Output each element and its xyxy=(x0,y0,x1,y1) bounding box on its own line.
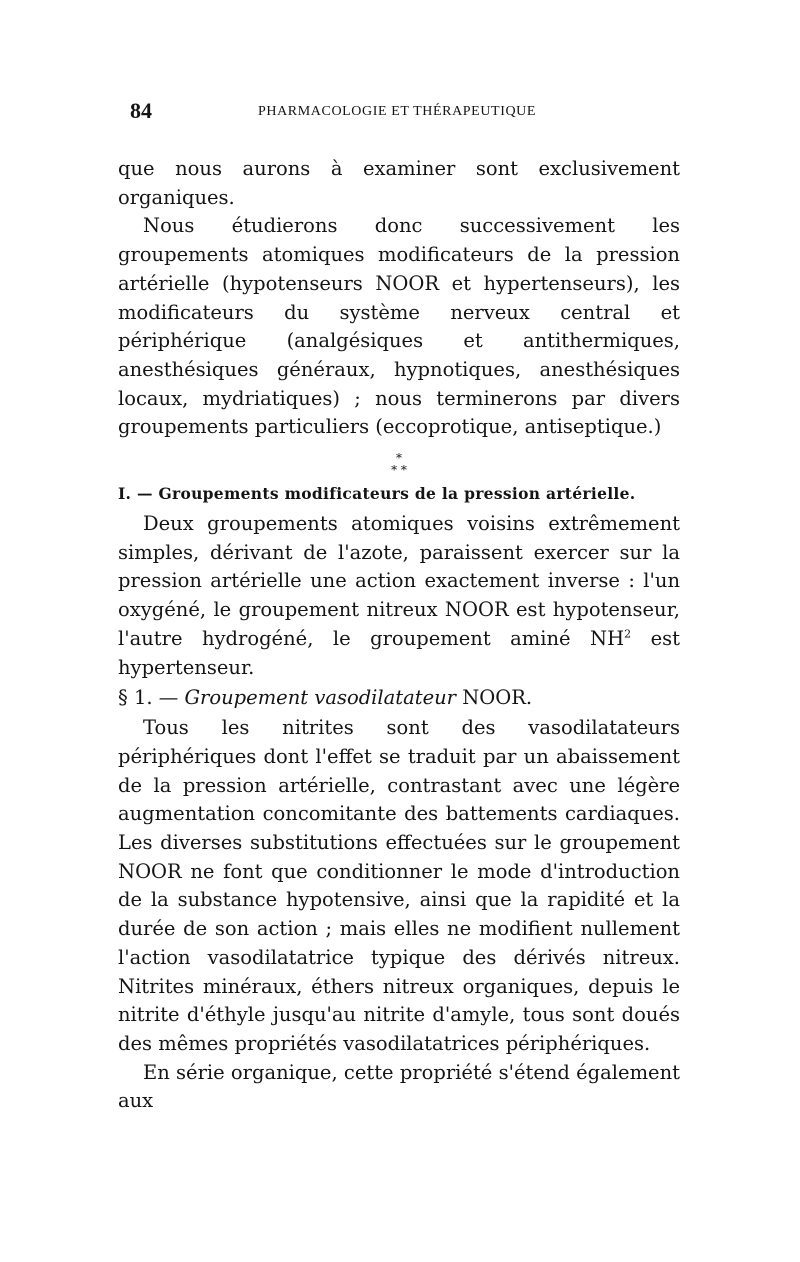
paragraph-plan: Nous étudierons donc successivement les groupements atomiques modificateurs de la pression artérielle (hypotenseurs NOOR et hypertenseurs), les modificateurs du système nerveux central et périphérique (analgésiques et antithermiques, anesthésiques généraux, hypnotiques, anesthésiques locaux, mydriatiques) ; nous terminerons par divers groupements particuliers (eccoprotique, antiseptique.) xyxy=(118,214,680,439)
page-number: 84 xyxy=(130,98,152,123)
subsection-number: § 1. — xyxy=(118,686,179,710)
paragraph-continuation: que nous aurons à examiner sont exclusivement organiques. xyxy=(118,157,680,209)
subsection-title: Groupement vasodilatateur xyxy=(184,686,457,710)
subsection-formula: NOOR. xyxy=(462,686,533,710)
paragraph-serie-organique: En série organique, cette propriété s'étend également aux xyxy=(118,1060,680,1113)
asterism-top: * xyxy=(396,451,402,466)
paragraph-groupements xyxy=(118,510,680,682)
asterism-ornament xyxy=(118,442,680,478)
running-title: PHARMACOLOGIE ET THÉRAPEUTIQUE xyxy=(258,104,537,119)
superscript-two: 2 xyxy=(624,627,632,641)
asterism-bottom: * * xyxy=(391,463,407,478)
paragraph-nitrites: Tous les nitrites sont des vasodilatateurs périphériques dont l'effet se traduit par un abaissement de la pression artérielle, contrastant avec une légère augmentation concomitante des battements cardiaques. Les diverses substitutions effectuées sur le groupement NOOR ne font que conditionner le mode d'introduction de la substance hypotensive, ainsi que la rapidité et la durée de son action ; mais elles ne modifient nullement l'action vasodilatatrice typique des dérivés nitreux. Nitrites minéraux, éthers nitreux organiques, depuis le nitrite d'éthyle jusqu'au nitrite d'amyle, tous sont doués des mêmes propriétés vasodilatatrices périphériques. xyxy=(118,716,680,1055)
subsection-heading xyxy=(118,682,680,714)
section-heading: I. — Groupements modificateurs de la pression artérielle. xyxy=(118,484,636,504)
paragraph-groupements-text: Deux groupements atomiques voisins extrêmement simples, dérivant de l'azote, paraissent exercer sur la pression artérielle une action exactement inverse : l'un oxygéné, le groupement nitreux NOOR est hypotenseur, l'autre hydrogéné, le groupement aminé NH xyxy=(118,512,680,650)
body-text xyxy=(118,155,680,1116)
page-header xyxy=(130,98,670,128)
paragraph-groupements-end: est hypertenseur. xyxy=(118,626,680,679)
